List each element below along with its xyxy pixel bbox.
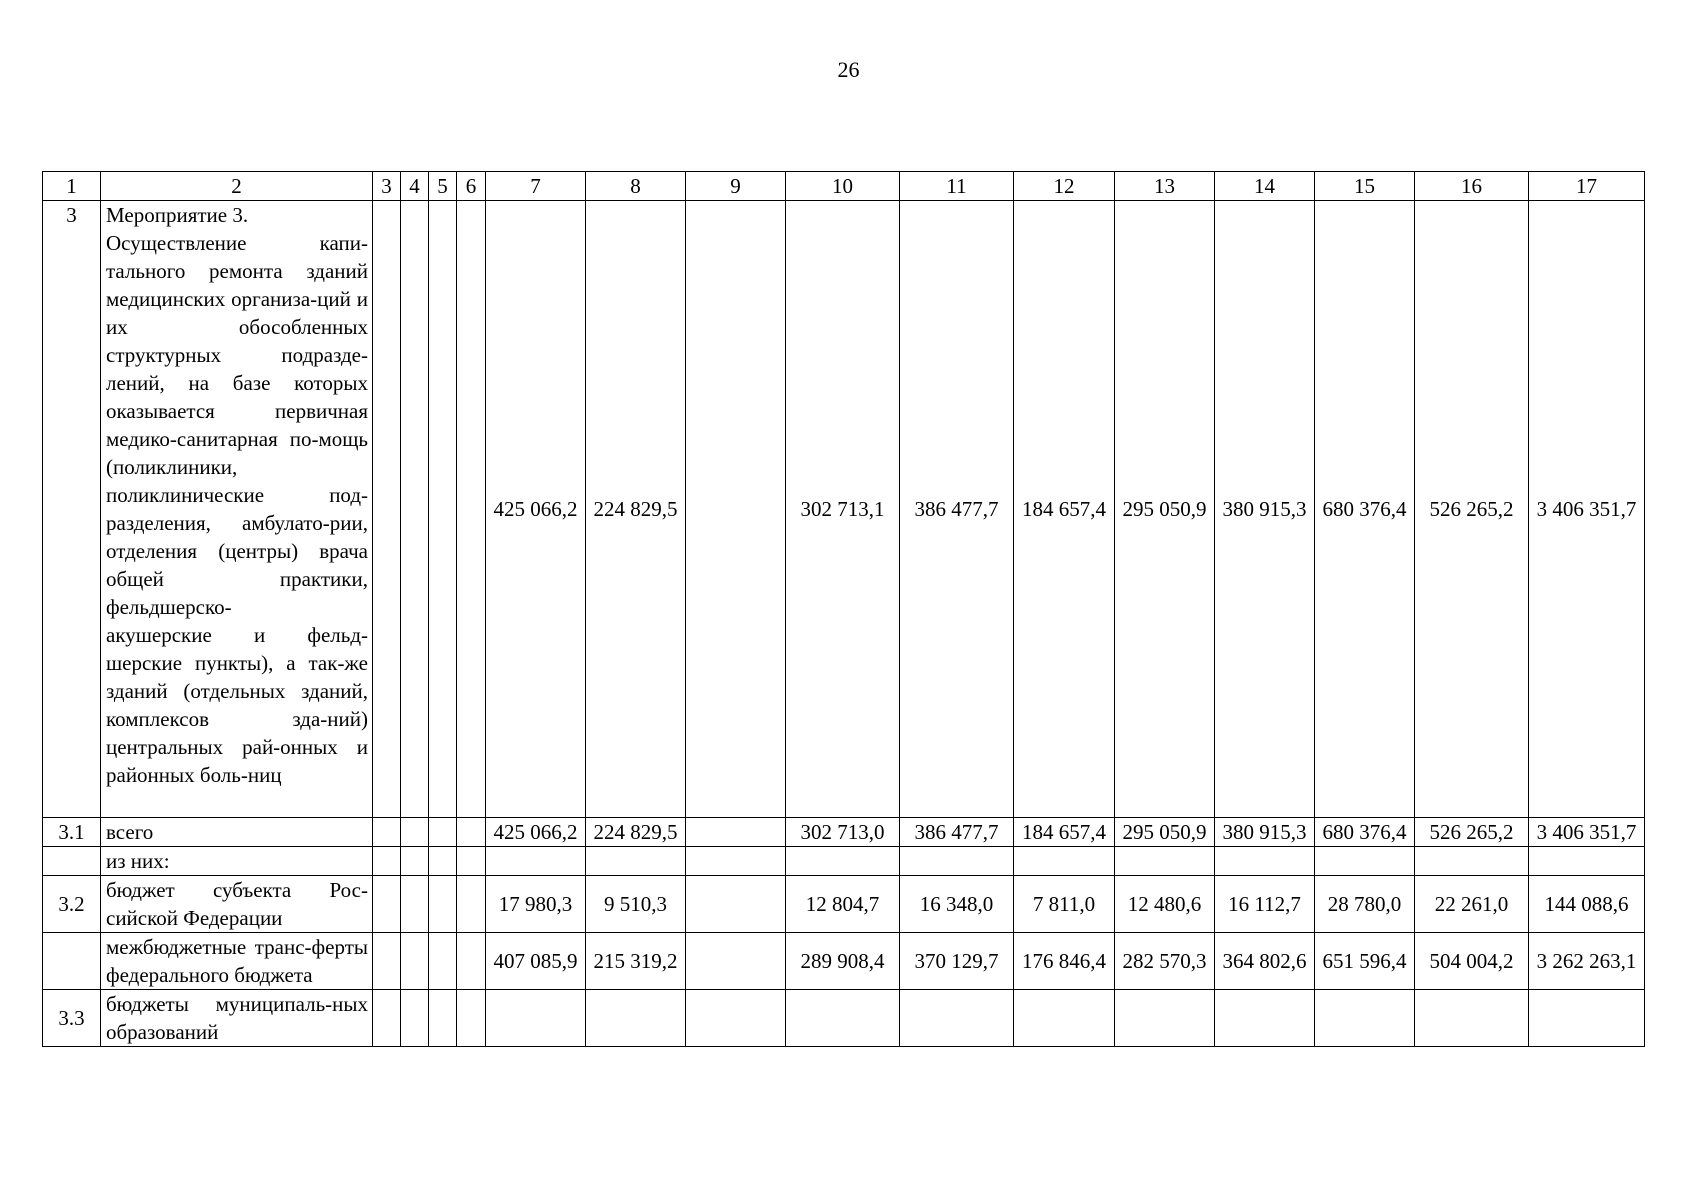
value-cell-col-11: 370 129,7 (900, 933, 1014, 990)
value-cell-col-11 (900, 847, 1014, 876)
value-cell-col-8 (586, 847, 686, 876)
value-cell-col-5 (429, 876, 457, 933)
page-number: 26 (837, 57, 860, 82)
value-cell-col-10: 302 713,1 (786, 201, 900, 818)
value-cell-col-4 (401, 990, 429, 1047)
value-cell-col-9 (686, 201, 786, 818)
value-cell-col-6 (457, 876, 486, 933)
row-description: из них: (101, 847, 373, 876)
value-cell-col-9 (686, 990, 786, 1047)
value-cell-col-12: 184 657,4 (1014, 818, 1115, 847)
value-cell-col-15: 28 780,0 (1315, 876, 1415, 933)
value-cell-col-4 (401, 876, 429, 933)
value-cell-col-17 (1529, 990, 1645, 1047)
value-cell-col-12 (1014, 990, 1115, 1047)
financing-table (42, 171, 1645, 1047)
value-cell-col-13 (1115, 847, 1215, 876)
value-cell-col-4 (401, 201, 429, 818)
value-cell-col-10: 12 804,7 (786, 876, 900, 933)
value-cell-col-6 (457, 818, 486, 847)
value-cell-col-6 (457, 990, 486, 1047)
value-cell-col-16: 526 265,2 (1415, 201, 1529, 818)
value-cell-col-13: 295 050,9 (1115, 818, 1215, 847)
value-cell-col-5 (429, 818, 457, 847)
value-cell-col-8: 215 319,2 (586, 933, 686, 990)
column-header-10: 10 (786, 172, 900, 201)
value-cell-col-14: 380 915,3 (1215, 201, 1315, 818)
value-cell-col-8: 224 829,5 (586, 201, 686, 818)
value-cell-col-3 (373, 818, 401, 847)
table-row (43, 990, 1645, 1047)
table-row (43, 876, 1645, 933)
column-header-12: 12 (1014, 172, 1115, 201)
column-header-5: 5 (429, 172, 457, 201)
row-description: бюджеты муниципаль-ных образований (101, 990, 373, 1047)
table-row (43, 847, 1645, 876)
value-cell-col-10 (786, 990, 900, 1047)
value-cell-col-16: 504 004,2 (1415, 933, 1529, 990)
value-cell-col-13: 12 480,6 (1115, 876, 1215, 933)
column-header-17: 17 (1529, 172, 1645, 201)
value-cell-col-7: 425 066,2 (486, 818, 586, 847)
value-cell-col-3 (373, 933, 401, 990)
value-cell-col-14 (1215, 990, 1315, 1047)
value-cell-col-8: 224 829,5 (586, 818, 686, 847)
value-cell-col-16 (1415, 990, 1529, 1047)
row-description: всего (101, 818, 373, 847)
value-cell-col-14: 364 802,6 (1215, 933, 1315, 990)
column-header-15: 15 (1315, 172, 1415, 201)
value-cell-col-11: 386 477,7 (900, 201, 1014, 818)
value-cell-col-9 (686, 818, 786, 847)
value-cell-col-17: 3 406 351,7 (1529, 201, 1645, 818)
value-cell-col-17 (1529, 847, 1645, 876)
value-cell-col-15: 651 596,4 (1315, 933, 1415, 990)
value-cell-col-3 (373, 876, 401, 933)
value-cell-col-7 (486, 847, 586, 876)
value-cell-col-9 (686, 847, 786, 876)
value-cell-col-10: 302 713,0 (786, 818, 900, 847)
table-row (43, 933, 1645, 990)
column-header-9: 9 (686, 172, 786, 201)
value-cell-col-5 (429, 990, 457, 1047)
value-cell-col-11: 16 348,0 (900, 876, 1014, 933)
value-cell-col-12 (1014, 847, 1115, 876)
value-cell-col-16: 526 265,2 (1415, 818, 1529, 847)
value-cell-col-3 (373, 201, 401, 818)
column-header-1: 1 (43, 172, 101, 201)
value-cell-col-7 (486, 990, 586, 1047)
value-cell-col-11: 386 477,7 (900, 818, 1014, 847)
value-cell-col-6 (457, 847, 486, 876)
value-cell-col-4 (401, 933, 429, 990)
value-cell-col-4 (401, 847, 429, 876)
column-header-8: 8 (586, 172, 686, 201)
value-cell-col-3 (373, 990, 401, 1047)
value-cell-col-10 (786, 847, 900, 876)
value-cell-col-9 (686, 933, 786, 990)
value-cell-col-16 (1415, 847, 1529, 876)
value-cell-col-15: 680 376,4 (1315, 818, 1415, 847)
row-index (43, 847, 101, 876)
value-cell-col-9 (686, 876, 786, 933)
value-cell-col-17: 3 406 351,7 (1529, 818, 1645, 847)
value-cell-col-14: 16 112,7 (1215, 876, 1315, 933)
row-index (43, 933, 101, 990)
value-cell-col-5 (429, 847, 457, 876)
row-index: 3.2 (43, 876, 101, 933)
value-cell-col-13: 282 570,3 (1115, 933, 1215, 990)
column-header-11: 11 (900, 172, 1014, 201)
column-header-6: 6 (457, 172, 486, 201)
row-index: 3.3 (43, 990, 101, 1047)
value-cell-col-17: 3 262 263,1 (1529, 933, 1645, 990)
value-cell-col-15 (1315, 847, 1415, 876)
value-cell-col-8 (586, 990, 686, 1047)
column-header-7: 7 (486, 172, 586, 201)
value-cell-col-12: 7 811,0 (1014, 876, 1115, 933)
value-cell-col-12: 184 657,4 (1014, 201, 1115, 818)
value-cell-col-10: 289 908,4 (786, 933, 900, 990)
row-description: межбюджетные транс-ферты федерального бюджета (101, 933, 373, 990)
value-cell-col-17: 144 088,6 (1529, 876, 1645, 933)
value-cell-col-5 (429, 201, 457, 818)
column-header-2: 2 (101, 172, 373, 201)
value-cell-col-14: 380 915,3 (1215, 818, 1315, 847)
value-cell-col-13 (1115, 990, 1215, 1047)
value-cell-col-16: 22 261,0 (1415, 876, 1529, 933)
value-cell-col-5 (429, 933, 457, 990)
value-cell-col-4 (401, 818, 429, 847)
value-cell-col-6 (457, 201, 486, 818)
value-cell-col-15 (1315, 990, 1415, 1047)
value-cell-col-13: 295 050,9 (1115, 201, 1215, 818)
table-row (43, 818, 1645, 847)
column-header-4: 4 (401, 172, 429, 201)
row-index: 3 (43, 201, 101, 818)
value-cell-col-7: 17 980,3 (486, 876, 586, 933)
value-cell-col-7: 425 066,2 (486, 201, 586, 818)
row-description: бюджет субъекта Рос-сийской Федерации (101, 876, 373, 933)
table-row (43, 201, 1645, 818)
value-cell-col-12: 176 846,4 (1014, 933, 1115, 990)
value-cell-col-6 (457, 933, 486, 990)
value-cell-col-3 (373, 847, 401, 876)
header-row (43, 172, 1645, 201)
value-cell-col-14 (1215, 847, 1315, 876)
row-description: Мероприятие 3. Осуществление капи-тального ремонта зданий медицинских организа-ций и их обособленных структурных подразде-лений, на базе которых оказывается первичная медико-санитарная по-мощь (поликлиники, поликлинические под-разделения, амбулато-рии, отделения (центры) врача общей практики, фельдшерско- акушерские и фельд-шерские пункты), а так-же зданий (отдельных зданий, комплексов зда-ний) центральных рай-онных и районных боль-ниц (101, 201, 373, 818)
column-header-13: 13 (1115, 172, 1215, 201)
value-cell-col-11 (900, 990, 1014, 1047)
value-cell-col-15: 680 376,4 (1315, 201, 1415, 818)
column-header-14: 14 (1215, 172, 1315, 201)
row-index: 3.1 (43, 818, 101, 847)
value-cell-col-7: 407 085,9 (486, 933, 586, 990)
column-header-16: 16 (1415, 172, 1529, 201)
value-cell-col-8: 9 510,3 (586, 876, 686, 933)
column-header-3: 3 (373, 172, 401, 201)
